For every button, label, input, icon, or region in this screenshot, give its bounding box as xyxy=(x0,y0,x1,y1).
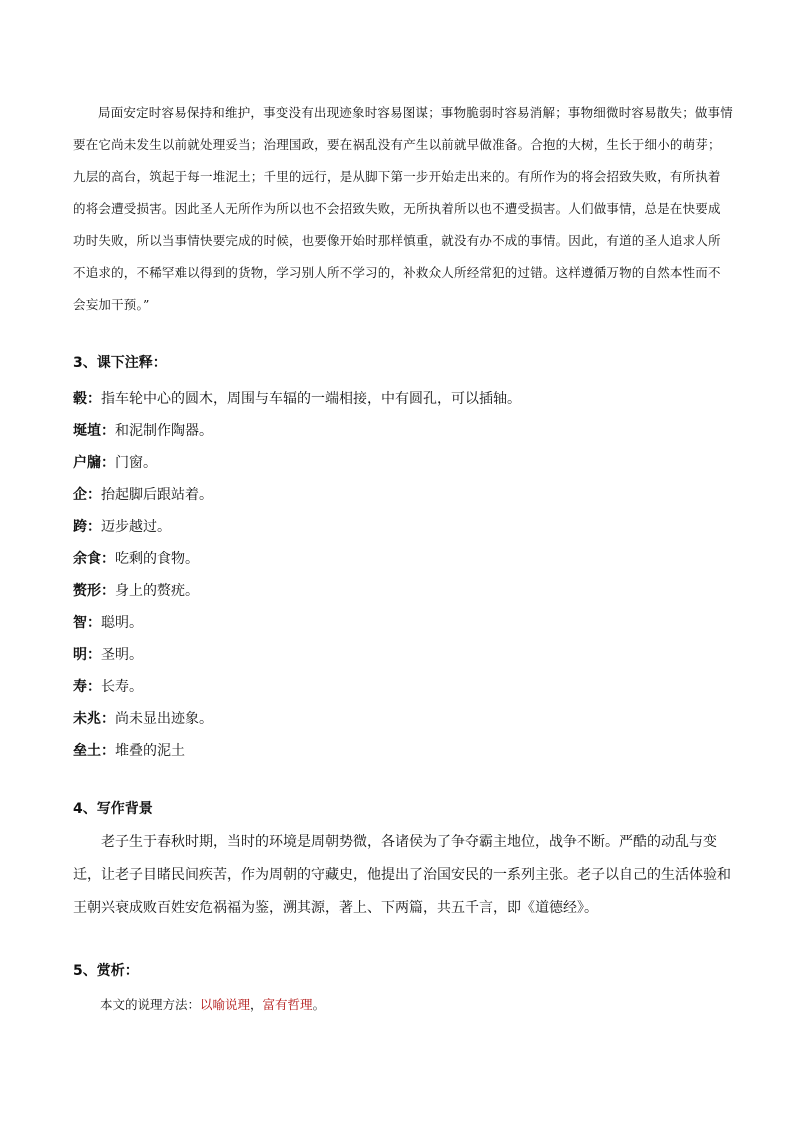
note-item xyxy=(73,735,733,767)
note-item xyxy=(73,383,733,415)
note-definition: 迈步越过。 xyxy=(101,519,171,535)
note-definition: 门窗。 xyxy=(115,455,157,471)
note-definition: 圣明。 xyxy=(101,647,143,663)
note-item xyxy=(73,415,733,447)
note-term: 企： xyxy=(73,487,101,503)
note-item xyxy=(73,511,733,543)
note-definition: 聪明。 xyxy=(101,615,143,631)
note-item xyxy=(73,447,733,479)
note-definition: 抬起脚后跟站着。 xyxy=(101,487,213,503)
method-separator: ， xyxy=(250,997,263,1012)
note-item xyxy=(73,575,733,607)
note-definition: 堆叠的泥土 xyxy=(115,743,185,759)
note-term: 余食： xyxy=(73,551,115,567)
note-item xyxy=(73,607,733,639)
note-term: 毂： xyxy=(73,391,101,407)
note-definition: 指车轮中心的圆木，周围与车辐的一端相接，中有圆孔，可以插轴。 xyxy=(101,391,521,407)
note-item xyxy=(73,703,733,735)
note-item xyxy=(73,543,733,575)
note-item xyxy=(73,671,733,703)
note-term: 赘形： xyxy=(73,583,115,599)
note-definition: 吃剩的食物。 xyxy=(115,551,199,567)
method-prefix: 本文的说理方法： xyxy=(100,997,201,1012)
background-section xyxy=(73,798,733,925)
note-definition: 和泥制作陶器。 xyxy=(115,423,213,439)
notes-list xyxy=(73,383,733,767)
appreciation-section xyxy=(73,960,733,1016)
method-highlight-1: 以喻说理 xyxy=(200,997,251,1012)
background-heading: 4、写作背景 xyxy=(73,801,153,817)
note-term: 寿： xyxy=(73,679,101,695)
method-line xyxy=(73,994,733,1016)
note-definition: 身上的赘疣。 xyxy=(115,583,199,599)
note-term: 垒土： xyxy=(73,743,115,759)
notes-heading: 3、课下注释： xyxy=(73,355,167,371)
note-term: 明： xyxy=(73,647,101,663)
note-item xyxy=(73,639,733,671)
appreciation-heading: 5、赏析： xyxy=(73,963,139,979)
note-definition: 尚未显出迹象。 xyxy=(115,711,213,727)
note-item xyxy=(73,479,733,511)
note-term: 户牖： xyxy=(73,455,115,471)
note-term: 未兆： xyxy=(73,711,115,727)
notes-section xyxy=(73,352,733,767)
note-term: 跨： xyxy=(73,519,101,535)
translation-paragraph: 局面安定时容易保持和维护，事变没有出现迹象时容易图谋；事物脆弱时容易消解；事物细微时容易散失；做事情要在它尚未发生以前就处理妥当；治理国政，要在祸乱没有产生以前就早做准备。合抱的大树，生长于细小的萌芽；九层的高台，筑起于每一堆泥土；千里的远行，是从脚下第一步开始走出来的。有所作为的将会招致失败，有所执着的将会遭受损害。因此圣人无所作为所以也不会招致失败，无所执着所以也不遭受损害。人们做事情，总是在快要成功时失败，所以当事情快要完成的时候，也要像开始时那样慎重，就没有办不成的事情。因此，有道的圣人追求人所不追求的，不稀罕难以得到的货物，学习别人所不学习的，补救众人所经常犯的过错。这样遵循万物的自然本性而不会妄加干预。” xyxy=(73,105,734,312)
note-term: 埏埴： xyxy=(73,423,115,439)
method-end: 。 xyxy=(312,997,326,1012)
background-paragraph: 老子生于春秋时期，当时的环境是周朝势微，各诸侯为了争夺霸主地位，战争不断。严酷的动乱与变迁，让老子目睹民间疾苦，作为周朝的守藏史，他提出了治国安民的一系列主张。老子以自己的生活体验和王朝兴衰成败百姓安危祸福为鉴，溯其源，著上、下两篇，共五千言，即《道德经》。 xyxy=(73,834,731,916)
note-definition: 长寿。 xyxy=(101,679,143,695)
note-term: 智： xyxy=(73,615,101,631)
method-highlight-2: 富有哲理 xyxy=(262,997,313,1012)
